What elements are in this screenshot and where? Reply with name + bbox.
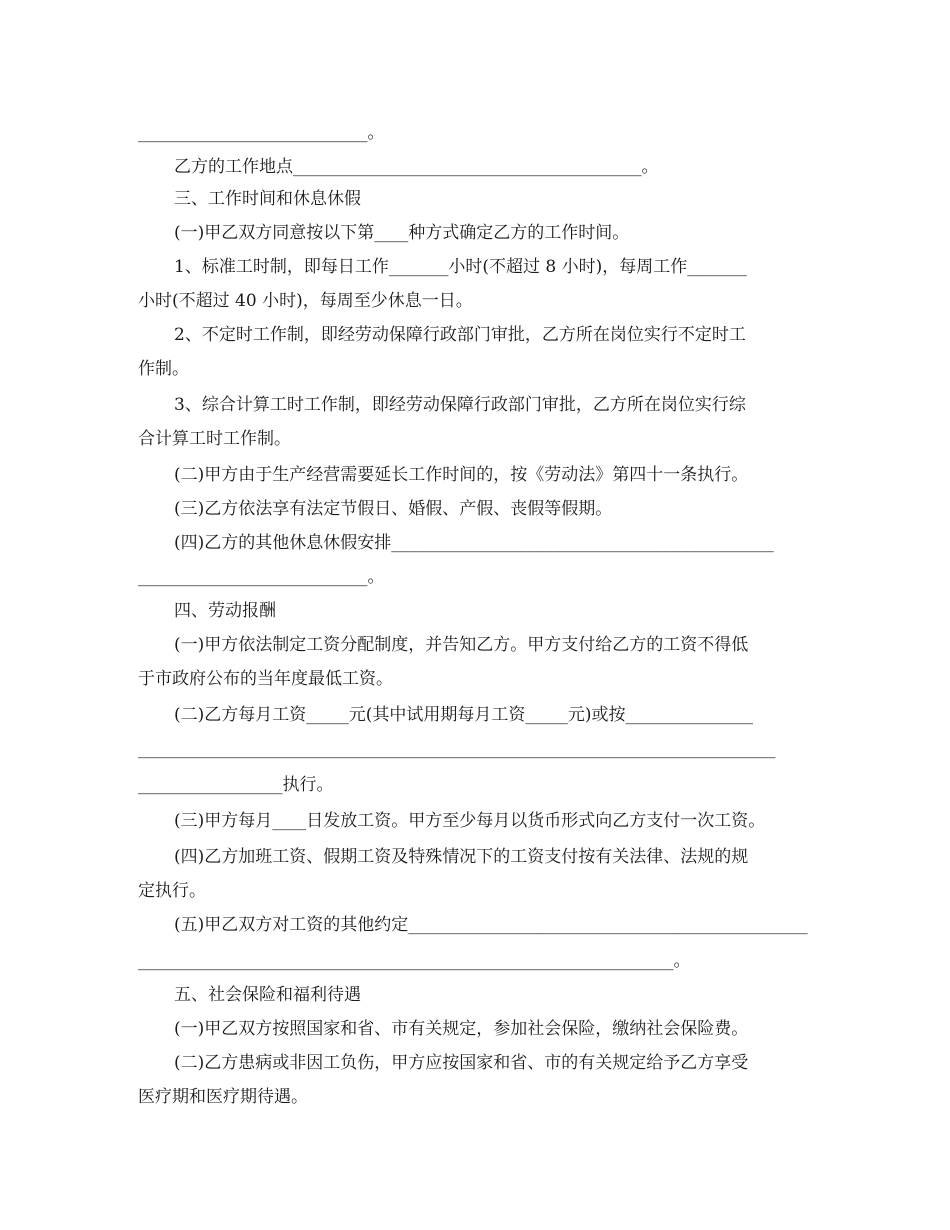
text-line: 2、不定时工作制，即经劳动保障行政部门审批，乙方所在岗位实行不定时工 (174, 325, 746, 345)
text-line: 合计算工时工作制。 (138, 429, 291, 449)
text-line: (一)甲乙双方同意按以下第____种方式确定乙方的工作时间。 (174, 223, 630, 243)
text-line: ___________________________。 (138, 123, 385, 143)
text-line: 作制。 (138, 359, 189, 379)
text-line: 乙方的工作地点_________________________________________。 (174, 157, 659, 177)
text-line: ___________________________。 (138, 567, 385, 587)
text-line: 定执行。 (138, 881, 206, 901)
section-heading: 四、劳动报酬 (174, 601, 276, 621)
section-heading: 三、工作时间和休息休假 (174, 189, 361, 209)
text-line: (二)乙方患病或非因工负伤，甲方应按国家和省、市的有关规定给予乙方享受 (174, 1053, 749, 1073)
text-line: 1、标准工时制，即每日工作_______小时(不超过 8 小时)，每周工作_______ (174, 257, 747, 277)
text-line: ___________________________________________________________________________ (138, 739, 776, 759)
text-line: (三)甲方每月____日发放工资。甲方至少每月以货币形式向乙方支付一次工资。 (174, 811, 766, 831)
text-line: 于市政府公布的当年度最低工资。 (138, 669, 393, 689)
text-line: (三)乙方依法享有法定节假日、婚假、产假、丧假等假期。 (174, 499, 613, 519)
text-line: _________________执行。 (138, 775, 334, 795)
text-line: (四)乙方的其他休息休假安排_____________________________________________ (174, 533, 774, 553)
text-line: (五)甲乙双方对工资的其他约定_______________________________________________ (174, 915, 808, 935)
text-line: 医疗期和医疗期待遇。 (138, 1087, 308, 1107)
text-line: (二)甲方由于生产经营需要延长工作时间的，按《劳动法》第四十一条执行。 (174, 465, 749, 485)
text-line: _______________________________________________________________。 (138, 951, 691, 971)
text-line: 3、综合计算工时工作制，即经劳动保障行政部门审批，乙方所在岗位实行综 (174, 395, 746, 415)
section-heading: 五、社会保险和福利待遇 (174, 985, 361, 1005)
text-line: (二)乙方每月工资_____元(其中试用期每月工资_____元)或按_______________ (174, 705, 754, 725)
text-line: (一)甲乙双方按照国家和省、市有关规定，参加社会保险，缴纳社会保险费。 (174, 1019, 749, 1039)
text-line: (四)乙方加班工资、假期工资及特殊情况下的工资支付按有关法律、法规的规 (174, 847, 749, 867)
text-line: (一)甲方依法制定工资分配制度，并告知乙方。甲方支付给乙方的工资不得低 (174, 635, 749, 655)
text-line: 小时(不超过 40 小时)，每周至少休息一日。 (138, 291, 473, 311)
